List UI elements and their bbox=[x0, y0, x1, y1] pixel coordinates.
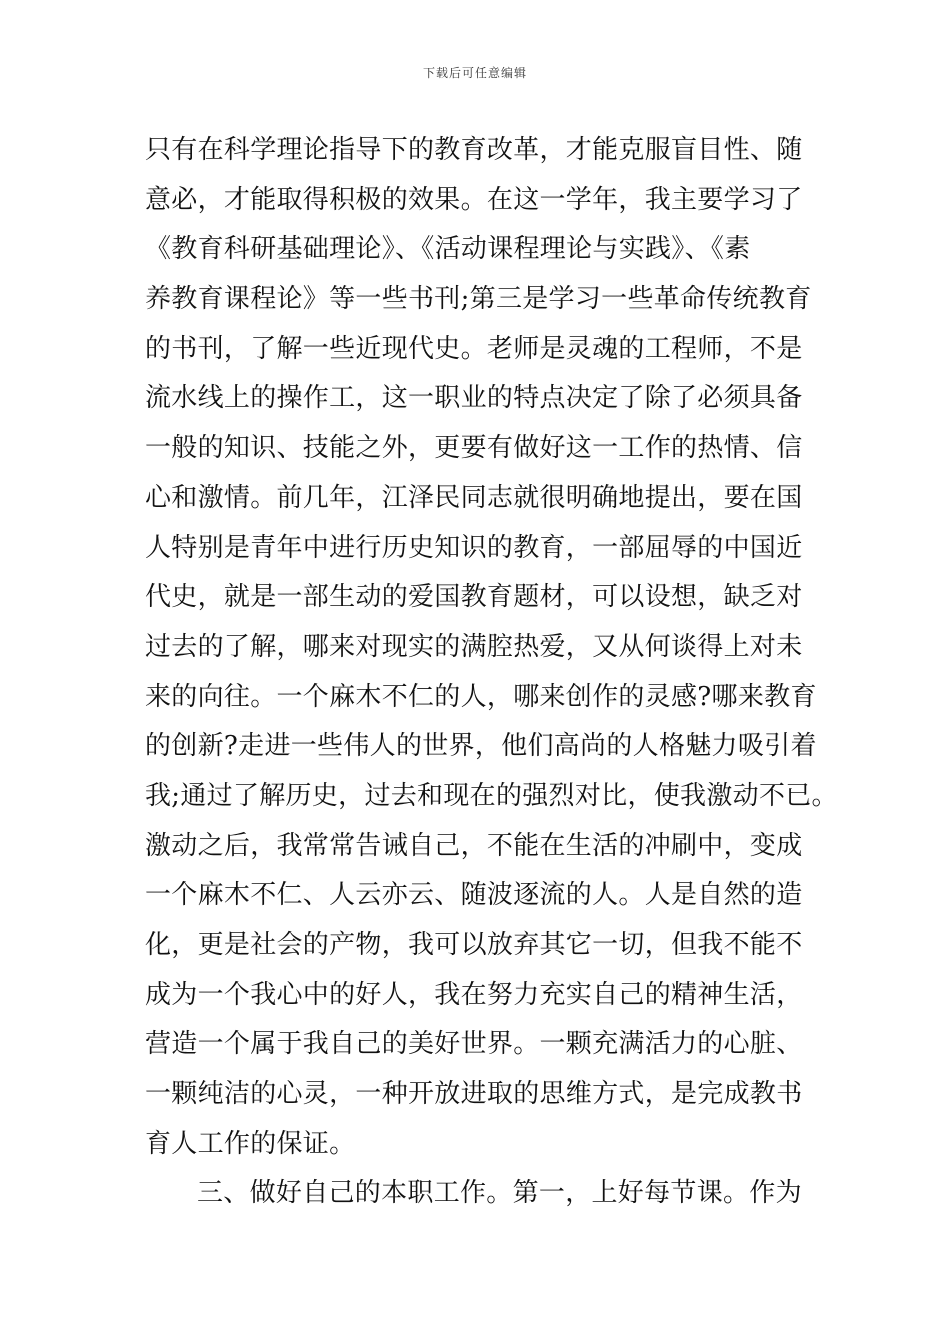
text-line: 一般的知识、技能之外，更要有做好这一工作的热情、信 bbox=[145, 433, 803, 464]
text-line: 人特别是青年中进行历史知识的教育，一部屈辱的中国近 bbox=[145, 532, 803, 563]
text-line: 流水线上的操作工，这一职业的特点决定了除了必须具备 bbox=[145, 383, 803, 414]
body-text bbox=[145, 126, 838, 1219]
text-line: 育人工作的保证。 bbox=[145, 1128, 356, 1159]
text-line: 的书刊，了解一些近现代史。老师是灵魂的工程师，不是 bbox=[145, 333, 803, 364]
text-line: 养教育课程论》等一些书刊;第三是学习一些革命传统教育 bbox=[145, 284, 812, 315]
text-line: 《教育科研基础理论》、《活动课程理论与实践》、《素 bbox=[145, 234, 751, 265]
text-line: 激动之后，我常常告诫自己，不能在生活的冲刷中，变成 bbox=[145, 830, 803, 861]
text-line: 营造一个属于我自己的美好世界。一颗充满活力的心脏、 bbox=[145, 1029, 803, 1060]
text-line: 成为一个我心中的好人，我在努力充实自己的精神生活， bbox=[145, 979, 803, 1010]
text-line: 的创新?走进一些伟人的世界，他们高尚的人格魅力吸引着 bbox=[145, 731, 817, 762]
text-line: 化，更是社会的产物，我可以放弃其它一切，但我不能不 bbox=[145, 930, 803, 960]
text-line: 一个麻木不仁、人云亦云、随波逐流的人。人是自然的造 bbox=[145, 880, 803, 911]
text-line: 心和激情。前几年，江泽民同志就很明确地提出，要在国 bbox=[145, 482, 803, 513]
text-line: 我;通过了解历史，过去和现在的强烈对比，使我激动不已。 bbox=[145, 780, 838, 811]
text-line: 代史，就是一部生动的爱国教育题材，可以设想，缺乏对 bbox=[145, 582, 803, 613]
text-line: 意必，才能取得积极的效果。在这一学年，我主要学习了 bbox=[145, 184, 803, 215]
text-line: 只有在科学理论指导下的教育改革，才能克服盲目性、随 bbox=[145, 135, 803, 165]
section-heading-line: 三、做好自己的本职工作。第一，上好每节课。作为 bbox=[197, 1178, 802, 1209]
text-line: 一颗纯洁的心灵，一种开放进取的思维方式，是完成教书 bbox=[145, 1079, 803, 1110]
text-line: 来的向往。一个麻木不仁的人，哪来创作的灵感?哪来教育 bbox=[145, 681, 817, 712]
text-line: 过去的了解，哪来对现实的满腔热爱，又从何谈得上对未 bbox=[145, 631, 803, 662]
page-header: 下载后可任意编辑 bbox=[422, 66, 527, 80]
